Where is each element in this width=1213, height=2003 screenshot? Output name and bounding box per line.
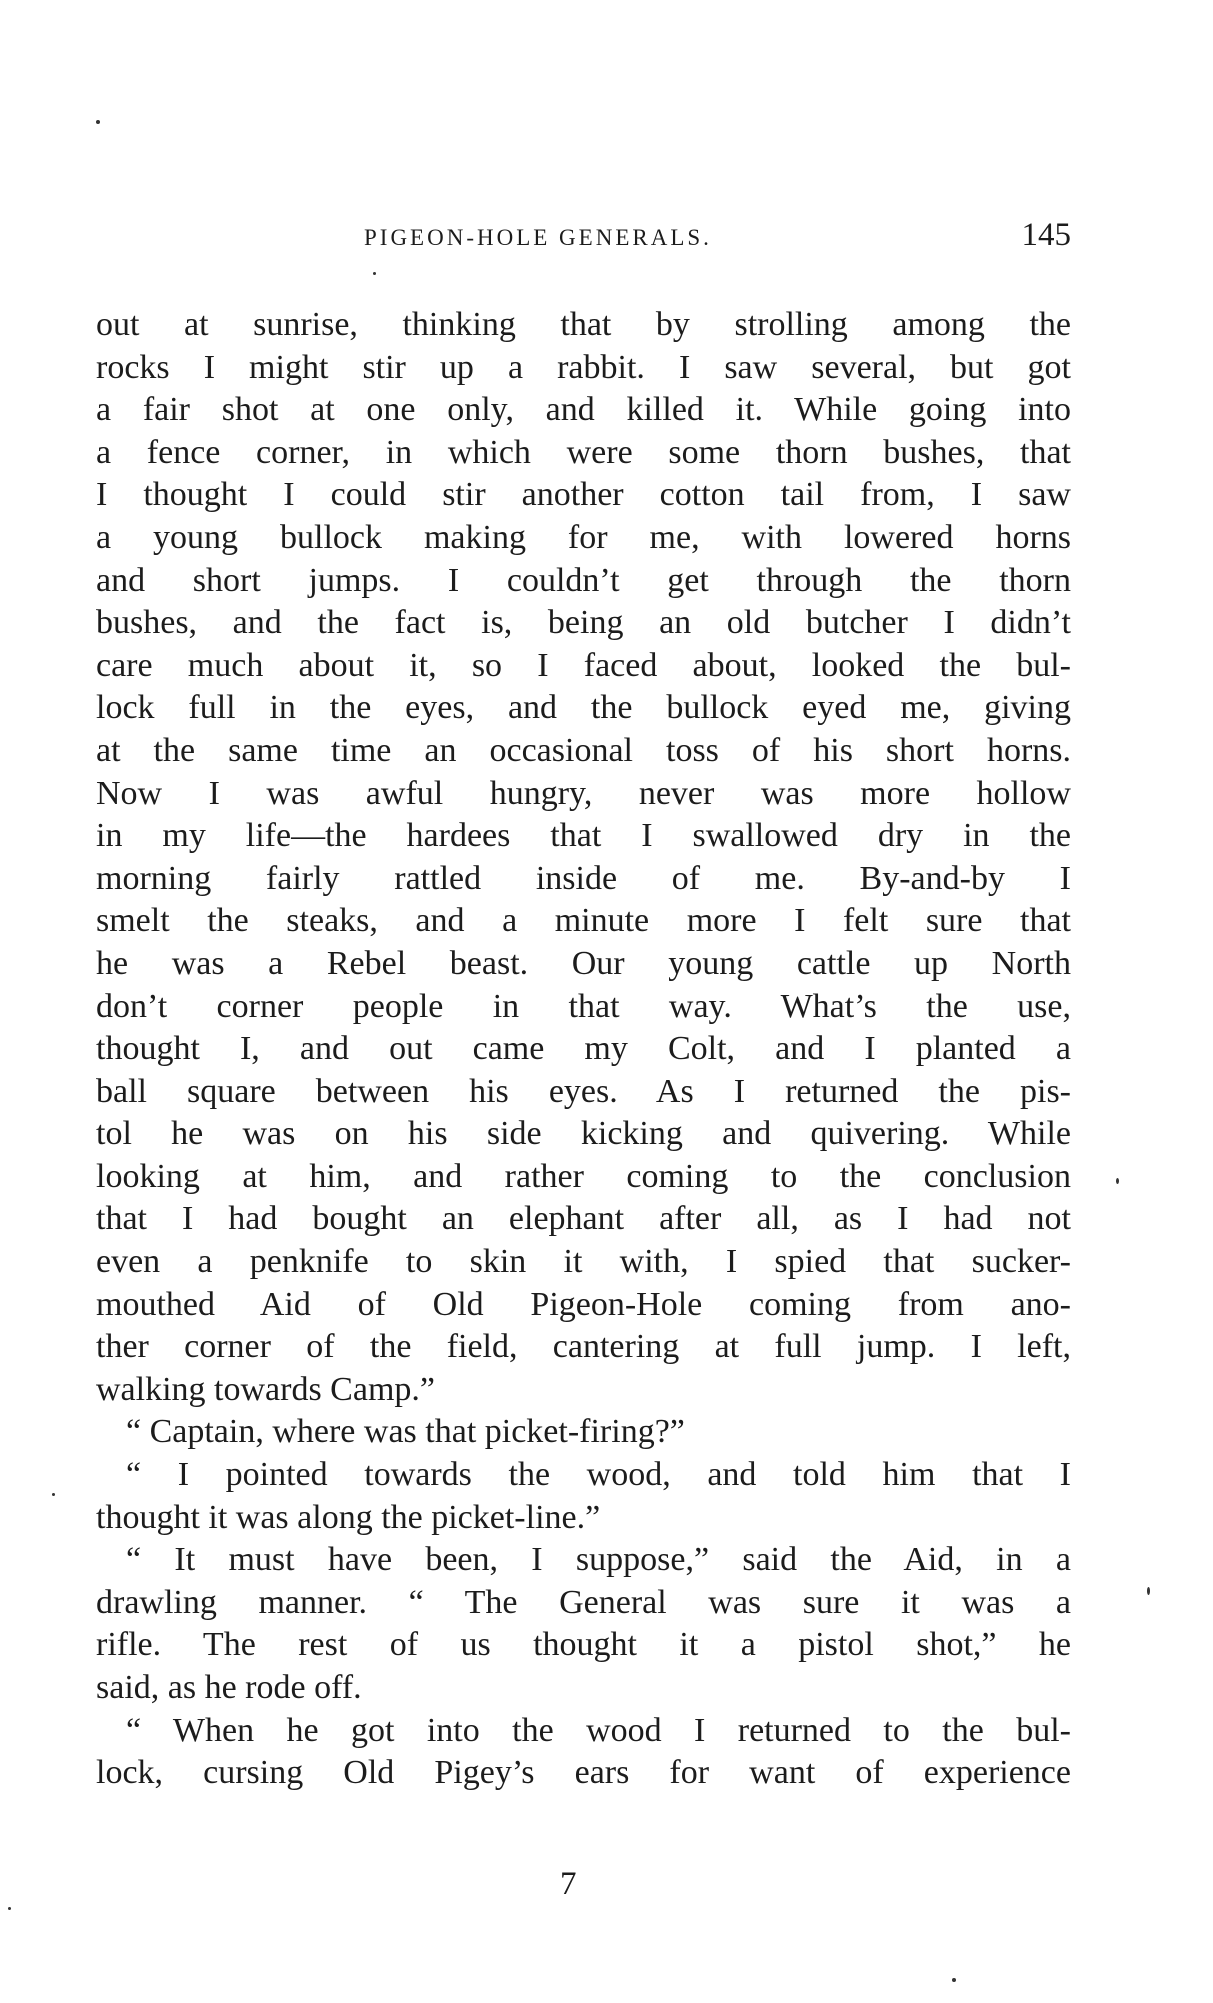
print-speck	[373, 272, 376, 275]
print-speck	[952, 1978, 956, 1982]
text-line: walking towards Camp.”	[96, 1370, 435, 1408]
text-line: rifle. The rest of us thought it a pistol shot,” he	[96, 1626, 1071, 1664]
text-line: “ It must have been, I suppose,” said the Aid, in a	[126, 1541, 1071, 1579]
text-line: morning fairly rattled inside of me. By-and-by I	[96, 859, 1071, 897]
text-line: drawling manner. “ The General was sure it was a	[96, 1583, 1071, 1621]
text-line: smelt the steaks, and a minute more I felt sure that	[96, 902, 1071, 940]
print-speck	[52, 1493, 55, 1496]
text-line: “ I pointed towards the wood, and told him that I	[126, 1456, 1071, 1494]
text-line: tol he was on his side kicking and quivering. While	[96, 1115, 1071, 1153]
page-header	[96, 217, 1071, 265]
text-line: he was a Rebel beast. Our young cattle up North	[96, 944, 1071, 982]
text-line: in my life—the hardees that I swallowed dry in the	[96, 817, 1071, 855]
text-line: that I had bought an elephant after all, as I had not	[96, 1200, 1071, 1238]
text-line: mouthed Aid of Old Pigeon-Hole coming from ano-	[96, 1285, 1071, 1323]
text-line: rocks I might stir up a rabbit. I saw several, but got	[96, 348, 1071, 386]
text-line: and short jumps. I couldn’t get through the thorn	[96, 561, 1071, 599]
text-line: a young bullock making for me, with lowered horns	[96, 518, 1071, 556]
text-line: at the same time an occasional toss of his short horns.	[96, 731, 1071, 769]
body-text	[96, 304, 1071, 1795]
text-line: ther corner of the field, cantering at full jump. I left,	[96, 1328, 1071, 1366]
page-number: 145	[1021, 217, 1071, 253]
text-line: lock full in the eyes, and the bullock eyed me, giving	[96, 689, 1071, 727]
text-line: bushes, and the fact is, being an old butcher I didn’t	[96, 604, 1071, 642]
text-line: thought I, and out came my Colt, and I planted a	[96, 1030, 1071, 1068]
running-head: PIGEON-HOLE GENERALS.	[364, 225, 712, 250]
text-line: ball square between his eyes. As I returned the pis-	[96, 1072, 1071, 1110]
text-line: Now I was awful hungry, never was more hollow	[96, 774, 1071, 812]
print-speck	[8, 1907, 11, 1910]
text-line: looking at him, and rather coming to the conclusion	[96, 1157, 1071, 1195]
text-line: “ Captain, where was that picket-firing?”	[126, 1413, 685, 1451]
text-line: thought it was along the picket-line.”	[96, 1498, 601, 1536]
text-line: even a penknife to skin it with, I spied that sucker-	[96, 1243, 1071, 1281]
print-speck	[96, 120, 100, 124]
text-line: don’t corner people in that way. What’s the use,	[96, 987, 1071, 1025]
text-line: lock, cursing Old Pigey’s ears for want of experience	[96, 1754, 1071, 1792]
text-line: care much about it, so I faced about, looked the bul-	[96, 646, 1071, 684]
signature-mark: 7	[560, 1866, 577, 1902]
text-line: said, as he rode off.	[96, 1669, 362, 1706]
text-line: a fence corner, in which were some thorn bushes, that	[96, 433, 1071, 471]
text-line: “ When he got into the wood I returned to the bul-	[126, 1711, 1071, 1749]
print-speck	[1116, 1178, 1119, 1184]
print-speck	[1147, 1587, 1150, 1595]
text-line: a fair shot at one only, and killed it. While going into	[96, 391, 1071, 429]
text-line: I thought I could stir another cotton tail from, I saw	[96, 476, 1071, 514]
text-line: out at sunrise, thinking that by strolling among the	[96, 306, 1071, 343]
